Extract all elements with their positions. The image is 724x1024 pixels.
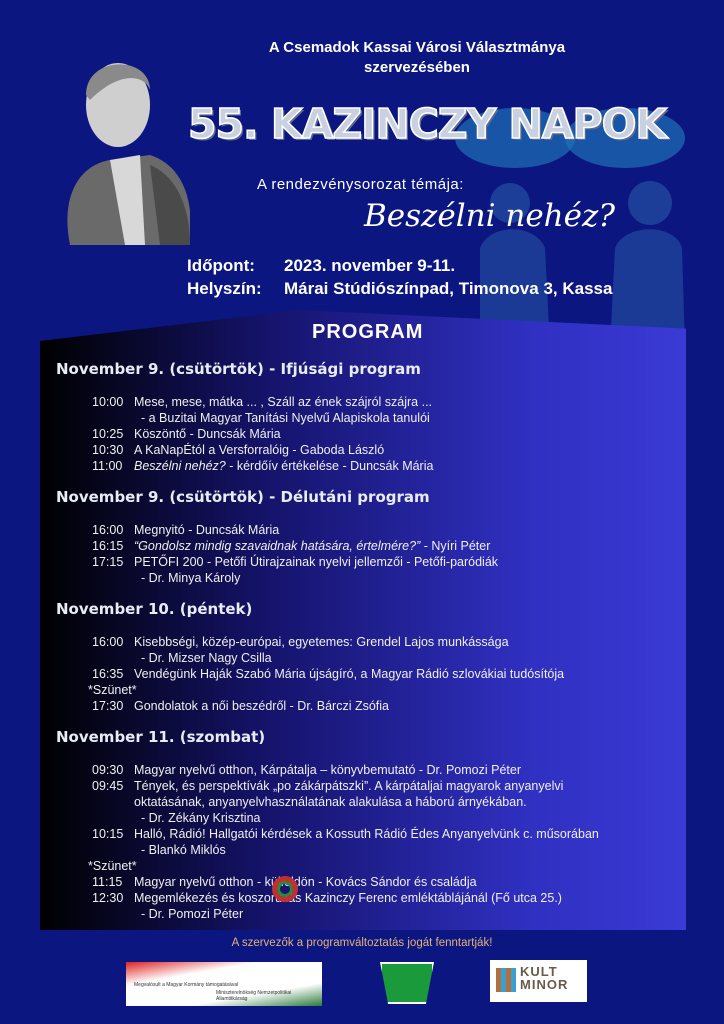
organizer: [0, 38, 724, 78]
organizer-line2: szervezésében: [364, 59, 470, 76]
theme: Beszélni nehéz?: [364, 198, 615, 234]
place-value: Márai Stúdiószínpad, Timonova 3, Kassa: [284, 279, 613, 298]
schedule-item: [56, 442, 696, 458]
schedule-item: [56, 394, 696, 410]
place-info: [187, 279, 612, 299]
schedule-item: [56, 634, 696, 650]
item-continuation: - Dr. Zékány Krisztina: [141, 811, 261, 825]
item-text: Megemlékezés és koszorúzás Kazinczy Ferenc emléktáblájánál (Fő utca 25.): [134, 891, 562, 905]
schedule-item: [56, 826, 696, 842]
item-time: 17:30: [92, 699, 124, 713]
schedule-item: [56, 554, 696, 570]
break-label: *Szünet*: [88, 683, 137, 697]
item-title-italic: “Gondolsz mindig szavaidnak hatására, értelmére?”: [134, 539, 421, 553]
kult-minor-logo: [490, 960, 587, 1002]
gov-logo-text: Megvalósult a Magyar Kormány támogatásával: [134, 982, 239, 988]
kult-minor-text: KULT MINOR: [520, 964, 569, 992]
item-text: - kérdőív értékelése - Duncsák Mária: [225, 459, 434, 473]
place-label: Helyszín:: [187, 279, 262, 298]
schedule-item: [56, 426, 696, 442]
item-continuation: - Blankó Miklós: [141, 843, 226, 857]
organizer-line1: A Csemadok Kassai Városi Választmánya: [268, 39, 566, 56]
item-text: PETŐFI 200 - Petőfi Útirajzainak nyelvi jellemzői - Petőfi-paródiák: [134, 555, 499, 569]
item-time: 10:25: [92, 427, 124, 441]
item-continuation: - Dr. Pomozi Péter: [141, 907, 244, 921]
day-section: [56, 360, 696, 474]
date-value: 2023. november 9-11.: [284, 256, 456, 275]
break-label: *Szünet*: [88, 859, 137, 873]
day-section: [56, 600, 696, 714]
item-text: Gondolatok a női beszédről - Dr. Bárczi Zsófia: [134, 699, 389, 713]
program-title: PROGRAM: [312, 321, 424, 343]
kult-minor-pattern-icon: [496, 968, 516, 992]
item-continuation: - a Buzitai Magyar Tanítási Nyelvű Alapiskola tanulói: [141, 411, 430, 425]
item-text: Magyar nyelvű otthon - külföldön - Kovács Sándor és családja: [134, 875, 477, 889]
item-time: 16:15: [92, 539, 124, 553]
schedule-item: [56, 874, 696, 890]
item-continuation: oktatásának, anyanyelvhasználatának alakulása a háború árnyékában.: [134, 795, 527, 809]
item-continuation: - Dr. Minya Károly: [141, 571, 241, 585]
day-section: [56, 488, 696, 586]
item-time: 10:30: [92, 443, 124, 457]
item-time: 11:15: [92, 875, 123, 889]
item-text: Magyar nyelvű otthon, Kárpátalja – könyvbemutató - Dr. Pomozi Péter: [134, 763, 521, 777]
day-heading: November 9. (csütörtök) - Délutáni program: [56, 488, 430, 506]
item-text: Halló, Rádió! Hallgatói kérdések a Kossuth Rádió Édes Anyanyelvünk c. műsorában: [134, 827, 599, 841]
theme-label: A rendezvénysorozat témája:: [257, 176, 464, 193]
day-section: [56, 728, 696, 922]
item-time: 16:35: [92, 667, 124, 681]
csemadok-logo: [380, 962, 434, 1004]
wreath-icon: [272, 876, 298, 902]
day-heading: November 9. (csütörtök) - Ifjúsági program: [56, 360, 421, 378]
item-text: Tények, és perspektívák „po zákárpátszki”. A kárpátaljai magyarok anyanyelvi: [134, 779, 564, 793]
day-heading: November 11. (szombat): [56, 728, 266, 746]
schedule-item: [56, 666, 696, 682]
item-text: Vendégünk Haják Szabó Mária újságíró, a Magyar Rádió szlovákiai tudósítója: [134, 667, 565, 681]
item-time: 11:00: [92, 459, 123, 473]
schedule-item: [56, 778, 696, 794]
item-text: Mese, mese, mátka ... , Száll az ének szájról szájra ...: [134, 395, 433, 409]
gov-logo-text2: Miniszterelnökség Nemzetpolitikai Államtitkárság: [216, 990, 292, 1002]
item-time: 10:00: [92, 395, 124, 409]
item-text: Kisebbségi, közép-európai, egyetemes: Grendel Lajos munkássága: [134, 635, 509, 649]
item-time: 12:30: [92, 891, 124, 905]
item-time: 16:00: [92, 523, 124, 537]
item-text: Köszöntő - Duncsák Mária: [134, 427, 281, 441]
date-label: Időpont:: [187, 256, 255, 275]
schedule-item: [56, 762, 696, 778]
item-time: 16:00: [92, 635, 124, 649]
schedule: [56, 360, 696, 936]
schedule-item: [56, 890, 696, 906]
schedule-item: [56, 538, 696, 554]
schedule-item: [56, 458, 696, 474]
item-time: 09:45: [92, 779, 124, 793]
day-heading: November 10. (péntek): [56, 600, 253, 618]
item-time: 17:15: [92, 555, 124, 569]
item-time: 10:15: [92, 827, 124, 841]
event-title: 55. KAZINCZY NAPOK: [188, 100, 667, 148]
footer-note: A szervezők a programváltoztatás jogát fenntartják!: [231, 937, 493, 949]
hungarian-government-logo: [126, 962, 322, 1006]
date-info: [187, 256, 455, 276]
schedule-item: [56, 522, 696, 538]
item-text: A KaNapÉtól a Versforralóig - Gaboda László: [134, 443, 385, 457]
item-time: 09:30: [92, 763, 124, 777]
schedule-item: [56, 698, 696, 714]
item-text: Megnyitó - Duncsák Mária: [134, 523, 280, 537]
item-title-italic: Beszélni nehéz?: [134, 459, 226, 473]
item-text: - Nyíri Péter: [420, 539, 491, 553]
item-continuation: - Dr. Mizser Nagy Csilla: [141, 651, 272, 665]
